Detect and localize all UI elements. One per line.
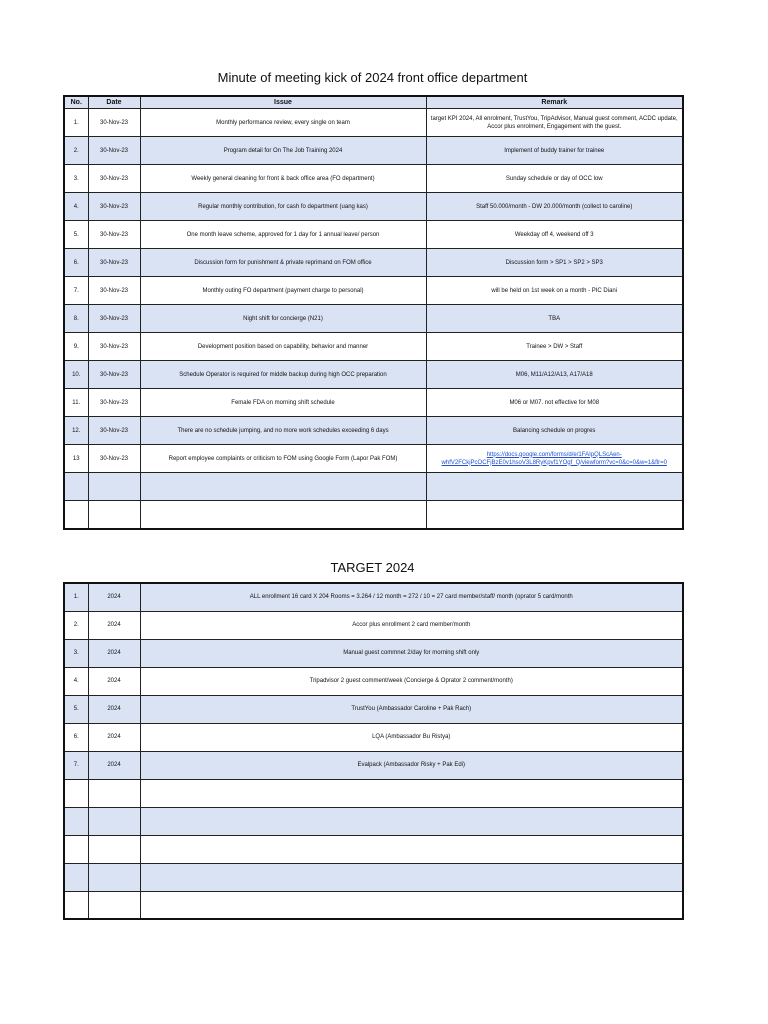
table-row [64, 277, 683, 305]
table-row [64, 165, 683, 193]
table-row [64, 611, 683, 639]
cell-year: 2024 [88, 667, 140, 695]
cell-no [64, 891, 88, 919]
table-row [64, 779, 683, 807]
cell-date: 30-Nov-23 [88, 249, 140, 277]
cell-date: 30-Nov-23 [88, 333, 140, 361]
cell-issue: Report employee complaints or criticism to FOM using Google Form (Lapor Pak FOM) [140, 445, 426, 473]
cell-date: 30-Nov-23 [88, 277, 140, 305]
cell-date: 30-Nov-23 [88, 165, 140, 193]
table-row [64, 667, 683, 695]
table-row [64, 639, 683, 667]
table-row [64, 695, 683, 723]
table-row [64, 501, 683, 529]
cell-remark: Balancing schedule on progres [426, 417, 683, 445]
cell-target: Manual guest commnet 2/day for morning shift only [140, 639, 683, 667]
cell-target: Accor plus enrollment 2 card member/month [140, 611, 683, 639]
cell-no [64, 779, 88, 807]
cell-date: 30-Nov-23 [88, 221, 140, 249]
cell-remark: Sunday schedule or day of OCC low [426, 165, 683, 193]
cell-date: 30-Nov-23 [88, 109, 140, 137]
cell-target [140, 891, 683, 919]
cell-no: 11. [64, 389, 88, 417]
cell-no [64, 807, 88, 835]
cell-target: Evalpack (Ambassador Risky + Pak Edi) [140, 751, 683, 779]
cell-remark: M06 or M07. not effective for M08 [426, 389, 683, 417]
cell-no: 5. [64, 221, 88, 249]
cell-remark: M06, M11/A12/A13, A17/A18 [426, 361, 683, 389]
cell-remark: Trainee > DW > Staff [426, 333, 683, 361]
table-row [64, 445, 683, 473]
cell-issue: Program detail for On The Job Training 2024 [140, 137, 426, 165]
cell-remark [426, 445, 683, 473]
cell-remark: target KPI 2024, All enrolment, TrustYou, TripAdvisor, Manual guest comment, ACDC update, Accor plus enrolment, Engagement with the guest. [426, 109, 683, 137]
cell-issue [140, 473, 426, 501]
table-row [64, 389, 683, 417]
cell-no: 4. [64, 193, 88, 221]
cell-target: Tripadvisor 2 guest comment/week (Concierge & Oprator 2 comment/month) [140, 667, 683, 695]
cell-remark: Weekday off 4, weekend off 3 [426, 221, 683, 249]
cell-year: 2024 [88, 583, 140, 611]
table-row [64, 891, 683, 919]
table-row [64, 583, 683, 611]
cell-target: LQA (Ambassador Bu Ristya) [140, 723, 683, 751]
cell-issue: Night shift for concierge (N21) [140, 305, 426, 333]
header-no: No. [64, 96, 88, 109]
table-row [64, 361, 683, 389]
cell-no: 8. [64, 305, 88, 333]
header-date: Date [88, 96, 140, 109]
cell-year [88, 779, 140, 807]
cell-no: 12. [64, 417, 88, 445]
cell-no: 4. [64, 667, 88, 695]
cell-target [140, 807, 683, 835]
cell-no [64, 501, 88, 529]
minutes-title: Minute of meeting kick of 2024 front office department [217, 70, 528, 85]
cell-date: 30-Nov-23 [88, 137, 140, 165]
cell-no: 3. [64, 639, 88, 667]
cell-no [64, 473, 88, 501]
cell-issue: There are no schedule jumping, and no more work schedules exceeding 6 days [140, 417, 426, 445]
cell-year [88, 835, 140, 863]
cell-year: 2024 [88, 751, 140, 779]
cell-no [64, 835, 88, 863]
cell-date [88, 501, 140, 529]
target-title: TARGET 2024 [330, 560, 415, 575]
cell-remark [426, 501, 683, 529]
header-issue: Issue [140, 96, 426, 109]
table-row [64, 863, 683, 891]
target-table [63, 582, 684, 920]
table-row [64, 835, 683, 863]
table-row [64, 473, 683, 501]
cell-remark: TBA [426, 305, 683, 333]
cell-issue: Monthly outing FO department (payment charge to personal) [140, 277, 426, 305]
cell-no: 7. [64, 751, 88, 779]
cell-no: 1. [64, 109, 88, 137]
table-row [64, 249, 683, 277]
cell-date: 30-Nov-23 [88, 417, 140, 445]
cell-year: 2024 [88, 611, 140, 639]
table-row [64, 109, 683, 137]
cell-remark: Implement of buddy trainer for trainee [426, 137, 683, 165]
cell-date: 30-Nov-23 [88, 361, 140, 389]
table-row [64, 723, 683, 751]
cell-target: TrustYou (Ambassador Caroline + Pak Rach) [140, 695, 683, 723]
cell-issue: One month leave scheme, approved for 1 day for 1 annual leave/ person [140, 221, 426, 249]
table-row [64, 305, 683, 333]
cell-year: 2024 [88, 723, 140, 751]
cell-year: 2024 [88, 695, 140, 723]
cell-issue: Monthly performance review, every single on team [140, 109, 426, 137]
table-row [64, 333, 683, 361]
cell-remark: will be held on 1st week on a month - PIC Diani [426, 277, 683, 305]
cell-date: 30-Nov-23 [88, 193, 140, 221]
cell-no: 6. [64, 249, 88, 277]
cell-remark [426, 473, 683, 501]
cell-date [88, 473, 140, 501]
cell-issue: Female FDA on morning shift schedule [140, 389, 426, 417]
cell-no: 2. [64, 137, 88, 165]
cell-issue: Regular monthly contribution, for cash fo department (uang kas) [140, 193, 426, 221]
cell-issue: Development position based on capability, behavior and manner [140, 333, 426, 361]
table-row [64, 193, 683, 221]
cell-date: 30-Nov-23 [88, 389, 140, 417]
cell-year [88, 807, 140, 835]
cell-date: 30-Nov-23 [88, 445, 140, 473]
cell-year: 2024 [88, 639, 140, 667]
cell-target: ALL enrollment 16 card X 204 Rooms = 3.264 / 12 month = 272 / 10 = 27 card member/staff/ month (oprator 5 card/month [140, 583, 683, 611]
cell-target [140, 835, 683, 863]
cell-issue: Weekly general cleaning for front & back office area (FO department) [140, 165, 426, 193]
cell-no: 3. [64, 165, 88, 193]
cell-no: 7. [64, 277, 88, 305]
minutes-header-row [64, 96, 683, 109]
table-row [64, 417, 683, 445]
cell-no: 13 [64, 445, 88, 473]
cell-year [88, 863, 140, 891]
minutes-table [63, 95, 684, 530]
table-row [64, 751, 683, 779]
cell-no: 2. [64, 611, 88, 639]
cell-no [64, 863, 88, 891]
cell-year [88, 891, 140, 919]
google-form-link[interactable]: https://docs.google.com/forms/d/e/1FAIpQLScAen-whfV2FCkjPcOCFjBzE0v1hsoV3L8RyKpvf1YOgf_Q/viewform?vc=0&c=0&w=1&flr=0 [441, 451, 667, 466]
cell-issue: Schedule Operator is required for middle backup during high OCC preparation [140, 361, 426, 389]
cell-no: 1. [64, 583, 88, 611]
cell-target [140, 863, 683, 891]
cell-issue: Discussion form for punishment & private reprimand on FOM office [140, 249, 426, 277]
cell-date: 30-Nov-23 [88, 305, 140, 333]
header-remark: Remark [426, 96, 683, 109]
cell-no: 6. [64, 723, 88, 751]
cell-remark: Discussion form > SP1 > SP2 > SP3 [426, 249, 683, 277]
cell-remark: Staff 50.000/month - DW 20.000/month (collect to caroline) [426, 193, 683, 221]
table-row [64, 221, 683, 249]
table-row [64, 137, 683, 165]
cell-no: 5. [64, 695, 88, 723]
table-row [64, 807, 683, 835]
cell-issue [140, 501, 426, 529]
cell-no: 9. [64, 333, 88, 361]
cell-target [140, 779, 683, 807]
cell-no: 10. [64, 361, 88, 389]
